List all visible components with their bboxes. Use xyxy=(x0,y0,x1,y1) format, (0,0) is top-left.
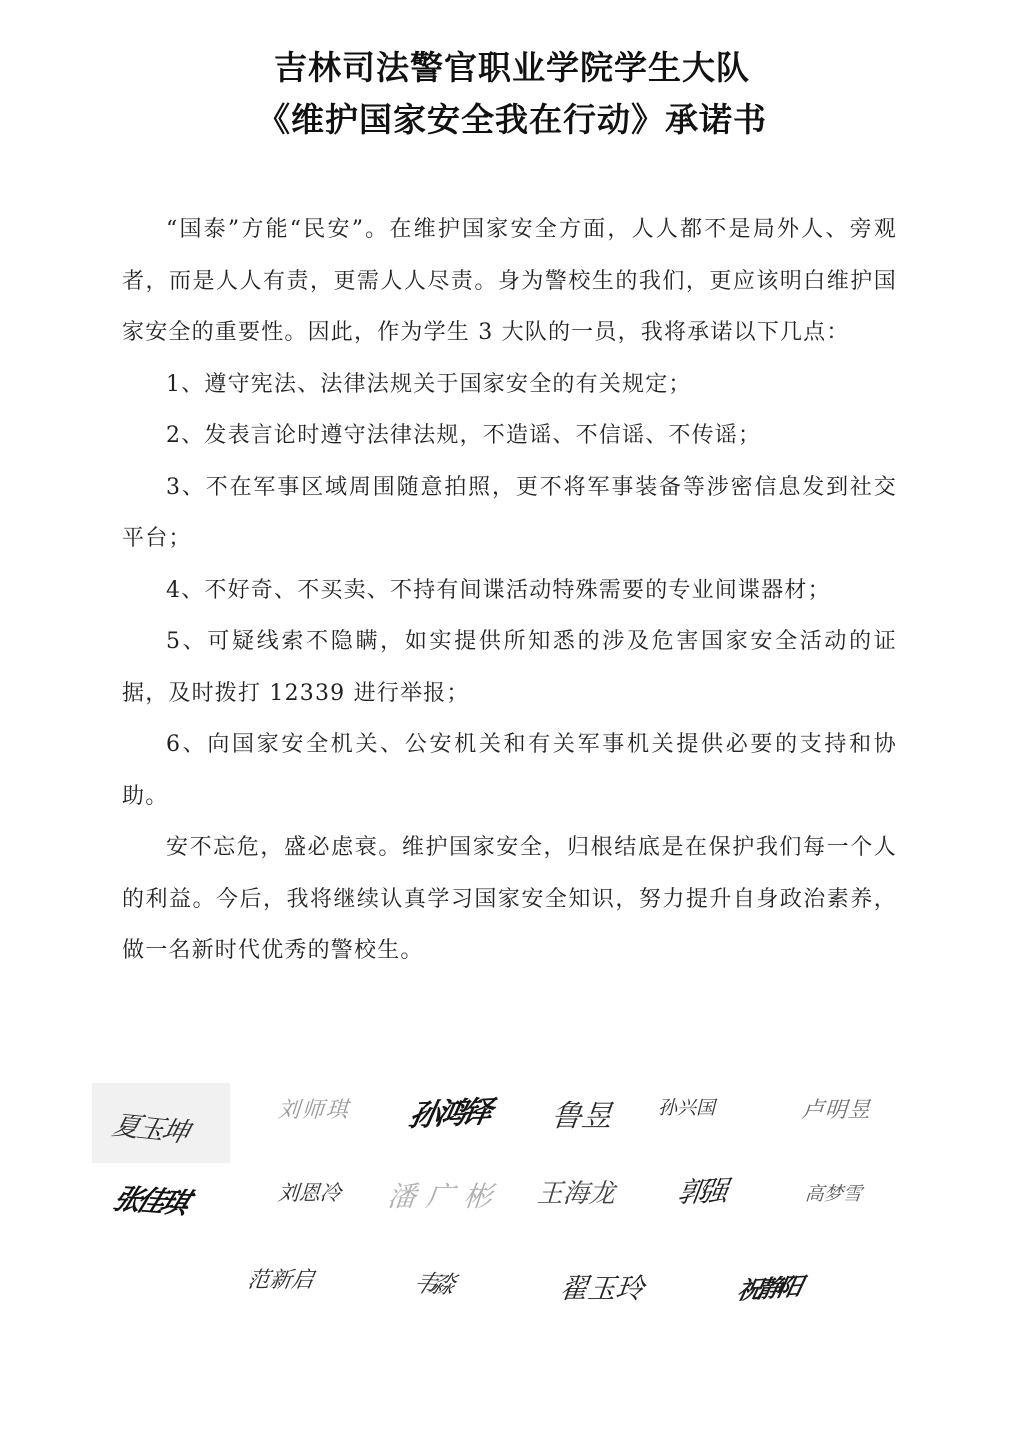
pledge-item-4: 4、不好奇、不买卖、不持有间谍活动特殊需要的专业间谍器材； xyxy=(166,577,831,603)
intro-paragraph: “国泰”方能“民安”。在维护国家安全方面，人人都不是局外人、旁观者，而是人人有责，更需人人尽责。身为警校生的我们，更应该明白维护国家安全的重要性。因此，作为学生 3 大队的一员，我将承诺以下几点： xyxy=(122,217,897,345)
signature-11 xyxy=(675,1171,725,1211)
signature-6 xyxy=(802,1093,871,1124)
signature-14 xyxy=(408,1263,455,1299)
document-title-line-2: 《维护国家安全我在行动》承诺书 xyxy=(257,100,767,139)
signature-text: 卢明昱 xyxy=(800,1098,872,1123)
signature-text: 孙兴国 xyxy=(658,1097,716,1119)
pledge-item-6: 6、向国家安全机关、公安机关和有关军事机关提供必要的支持和协助。 xyxy=(122,732,897,809)
pledge-body xyxy=(122,204,897,977)
signature-text: 王海龙 xyxy=(536,1179,616,1209)
signature-2 xyxy=(278,1093,350,1124)
signature-3 xyxy=(405,1091,492,1135)
signature-9 xyxy=(388,1175,502,1215)
signature-text: 潘广彬 xyxy=(386,1180,504,1213)
signature-13 xyxy=(245,1263,316,1294)
signature-text: 高梦雪 xyxy=(804,1183,863,1205)
signature-7 xyxy=(108,1177,191,1220)
closing-paragraph: 安不忘危，盛必虑衰。维护国家安全，归根结底是在保护我们每一个人的利益。今后，我将继续认真学习国家安全知识，努力提升自身政治素养，做一名新时代优秀的警校生。 xyxy=(122,835,897,963)
pledge-item-5: 5、可疑线索不隐瞒，如实提供所知悉的涉及危害国家安全活动的证据，及时拨打 12339 进行举报； xyxy=(122,629,897,706)
signature-text: 鲁昱 xyxy=(549,1099,614,1134)
signature-5 xyxy=(658,1093,715,1120)
pledge-item-3: 3、不在军事区域周围随意拍照，更不将军事装备等涉密信息发到社交平台； xyxy=(122,474,897,551)
signature-text: 刘恩冷 xyxy=(277,1181,342,1205)
signature-15 xyxy=(560,1267,644,1307)
signature-text: 范新启 xyxy=(245,1268,316,1293)
signature-4 xyxy=(549,1091,614,1135)
signature-8 xyxy=(278,1177,341,1207)
signature-12 xyxy=(805,1179,862,1206)
signature-text: 张佳琪 xyxy=(108,1182,191,1220)
signature-16 xyxy=(734,1271,802,1306)
pledge-item-1: 1、遵守宪法、法律法规关于国家安全的有关规定； xyxy=(166,371,692,397)
document-title-line-1: 吉林司法警官职业学院学生大队 xyxy=(274,48,750,87)
signature-10 xyxy=(537,1173,615,1210)
signature-text: 韦淼 xyxy=(408,1269,455,1299)
signature-text: 刘师琪 xyxy=(276,1098,351,1123)
signature-text: 郭强 xyxy=(675,1174,725,1209)
signature-text: 翟玉玲 xyxy=(558,1272,646,1305)
signature-text: 夏玉坤 xyxy=(109,1110,191,1149)
signature-text: 孙鸿铎 xyxy=(405,1094,492,1134)
signature-area xyxy=(0,1075,1024,1345)
signature-text: 祝静阳 xyxy=(734,1272,802,1305)
signature-1 xyxy=(92,1083,230,1163)
pledge-item-2: 2、发表言论时遵守法律法规，不造谣、不信谣、不传谣； xyxy=(166,423,762,448)
